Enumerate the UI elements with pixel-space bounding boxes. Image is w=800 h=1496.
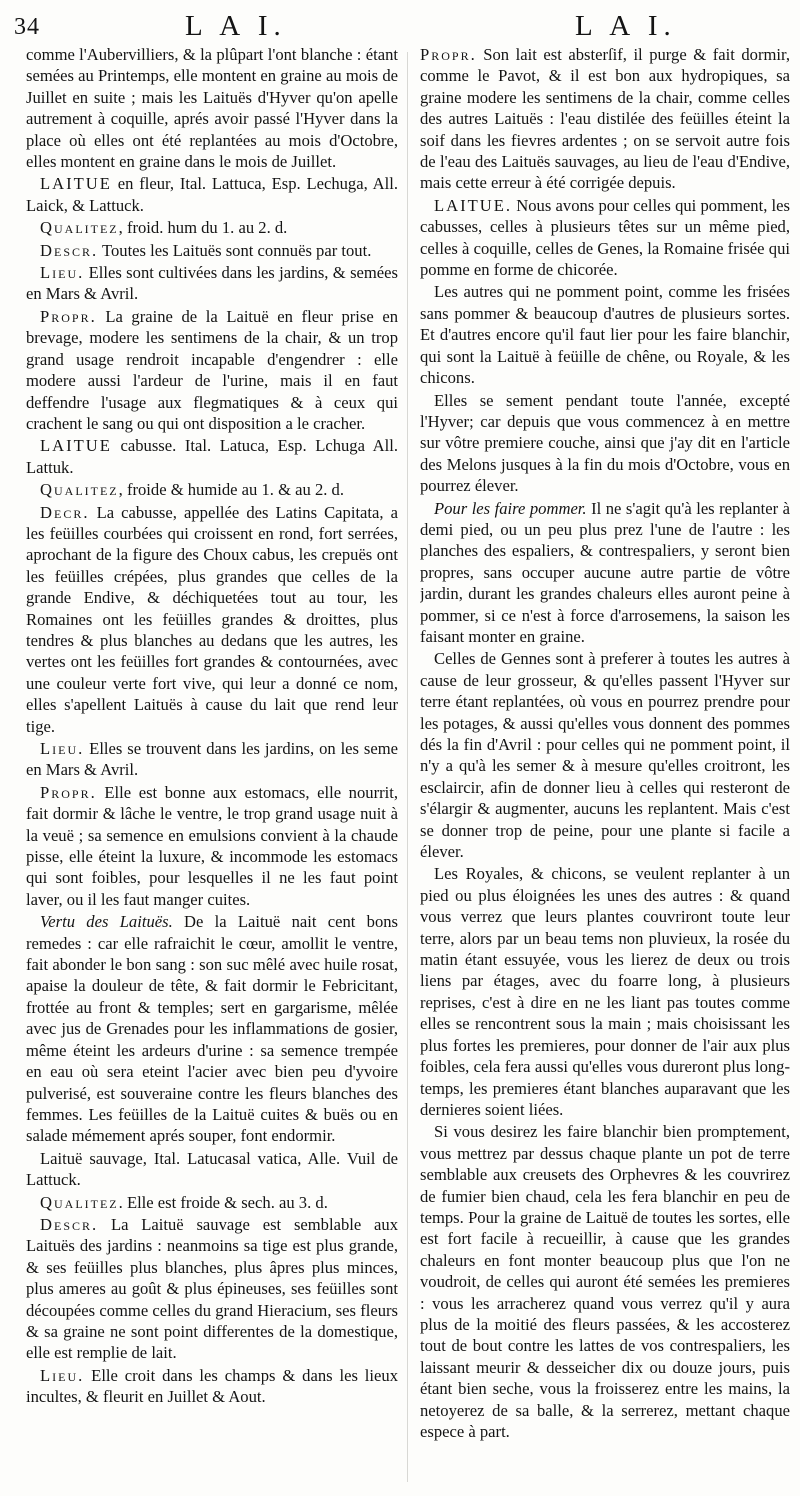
paragraph [420,390,790,497]
entry-heading: Lieu. [40,1365,85,1385]
paragraph [420,648,790,862]
paragraph [420,195,790,281]
paragraph [420,498,790,648]
paragraph [26,502,398,737]
paragraph [26,1365,398,1408]
right-column [420,44,790,1484]
paragraph [26,262,398,305]
paragraph [420,1121,790,1442]
paragraph [26,1148,398,1191]
paragraph-text: Son lait est absterſif, il purge & fait dormir, comme le Pavot, & il est bon aux hydropiques, sa graine modere les sentimens de la chair, comme celles des autres Laituës : l'eau distilée des feüilles éteint la soif dans les fievres ardentes ; on se servoit autre fois de l'eau des Laituës sauvages, au lieu de l'eau d'Endive, mais cette erreur à été corrigée depuis. [420,45,790,193]
entry-heading: LAITUE [40,436,112,456]
paragraph [420,44,790,194]
paragraph [420,863,790,1120]
paragraph-text: , froid. hum du 1. au 2. d. [118,218,288,238]
paragraph-text: Les autres qui ne pomment point, comme les frisées sans pommer & beaucoup d'autres de plusieurs sortes. Et d'autres encore qu'il faut lier pour les faire blanchir, qui sont la Laituë à feüille de chêne, ou Royale, & les chicons. [420,282,790,388]
paragraph-text: La cabusse, appellée des Latins Capitata, a les feüilles courbées qui croissent en rond, fort serrées, aprochant de la figure des Choux cabus, les crepuës ont les feüilles crépées, plus grandes que celles de la grande Endive, & déchiquetées tout au tour, les Romaines ont les feüilles grandes & droittes, plus tendres & plus blanches au dedans que les autres, les vertes ont les feüilles fort grandes & contournées, avec une couleur verte fort vive, qui leur a donné ce nom, elles s'apellent Laituës à cause du lait que rend leur tige. [26,502,398,736]
paragraph-text: De la Laituë nait cent bons remedes : car elle rafraichit le cœur, amollit le ventre, fait abonder le bon sang : son suc mêlé avec huile rosat, apaise la douleur de tête, & fait dormir le Febricitant, frottée au front & temples; sert en gargarisme, mêlée avec jus de Grenades pour les inflammations de gosier, même éteint les ardeurs d'urine : sa semence trempée en eau où sera eteint l'acier avec bien peu d'yvoire pulverisé, est souveraine contre les fleurs blanches des femmes. Les feüilles de la Laituë cuites & buës ou en salade mémement aprés souper, font endormir. [26,912,398,1146]
paragraph [26,738,398,781]
column-divider [407,52,408,1482]
entry-heading: Propr. [40,782,97,802]
paragraph [26,911,398,1146]
paragraph [26,479,398,500]
paragraph [26,44,398,172]
paragraph-text: Elles sont cultivées dans les jardins, & semées en Mars & Avril. [26,263,398,304]
paragraph-text: Elle est bonne aux estomacs, elle nourrit, fait dormir & lâche le ventre, le trop grand usage nuit à la veuë ; sa semence en emulsions convient à la chaude pisse, elle éteint la luxure, & incommode les estomacs qui sont foibles, pour lesquelles il ne les faut point laver, ou il les faut manger cuites. [26,782,398,909]
page-number: 34 [14,14,40,40]
paragraph-text: Il ne s'agit qu'à les replanter à demi pied, ou un peu plus prez l'une de l'autre : les planches des espaliers, & contrespaliers, y seront bien propres, sans occuper aucune autre partie de vôtre jardin, durant les grandes chaleurs elles auront peine à pommer, si ce n'est à force d'arrosemens, la saison les faisant monter en graine. [420,498,790,646]
paragraph [26,173,398,216]
paragraph [26,1214,398,1364]
entry-heading: Propr. [40,306,97,326]
paragraph-text: Toutes les Laituës sont connuës par tout. [98,240,372,260]
paragraph-text: , froide & humide au 1. & au 2. d. [118,480,344,500]
paragraph [26,217,398,238]
paragraph-text: La Laituë sauvage est semblable aux Laituës des jardins : neanmoins sa tige est plus grande, & ses feüilles plus blanches, plus âpres plus minces, plus ameres au goût & plus épineuses, ses feüilles sont découpées comme celles du grand Hieracium, ses fleurs & sa graine ne sont point differentes de la domestique, elle est remplie de lait. [26,1214,398,1363]
entry-heading: Qualitez [40,480,119,500]
paragraph [26,782,398,910]
paragraph-text: comme l'Aubervilliers, & la plûpart l'ont blanche : étant semées au Printemps, elle montent en graine au mois de Juillet en suite ; mais les Laituës d'Hyver qu'on apelle autrement à coquille, aprés avoir passé l'Hyver dans la place où elles ont été replantées au mois d'Octobre, elles montent en graine dans le mois de Juillet. [26,45,398,172]
running-head-right: L A I. [575,10,677,42]
paragraph-text: en fleur, Ital. Lattuca, Esp. Lechuga, All. Laick, & Lattuck. [26,174,398,215]
left-column [26,44,398,1484]
paragraph-text: Si vous desirez les faire blanchir bien promptement, vous mettrez par dessus chaque plante un pot de terre semblable aux creusets des Orphevres & les couvrirez de fumier bien chaud, cela les fera blanchir en peu de temps. Pour la graine de Laituë de toutes les sortes, elle est fort facile à recueillir, à cause que les grandes chaleurs en font monter beaucoup plus que l'on ne voudroit, de celles qui auront été semées les premieres : vous les arracherez quand vous verrez qu'il y aura plus de la moitié des fleurs passées, & les accosterez tout de bout contre les lattes de vos contrespaliers, les laissant meurir & desseicher dix ou douze jours, puis étant bien seche, vous la froisserez entre les mains, la netoyerez de sa balle, & la serrerez, mettant chaque espece à part. [420,1122,790,1441]
entry-heading: Lieu. [40,739,85,758]
page-header [0,10,800,46]
italic-heading: Pour les faire pommer. [434,498,587,518]
entry-heading: Decr. [40,502,90,522]
entry-heading: Descr. [40,1214,99,1234]
paragraph-text: Celles de Gennes sont à preferer à toutes les autres à cause de leur grosseur, & qu'elles passent l'Hyver sur terre étant replantées, où vous en pourrez prendre pour les potages, & aussi qu'elles vous donnent des pommes dés la fin d'Avril : pour celles qui ne pomment point, il n'y a qu'à les semer & à mesure qu'elles croitront, les esclaircir, afin de donner lieu à celles qui resteront de s'élargir & augmenter, aucuns les replantent. Mais c'est se donner trop de peine, pour une plante si facile a élever. [420,649,790,862]
paragraph-text: Elles se sement pendant toute l'année, excepté l'Hyver; car depuis que vous commencez à en mettre sur vôtre premiere couche, ainsi que j'ay dit en l'article des Melons jusques à la fin du mois d'Octobre, vous en pourrez élever. [420,390,790,496]
paragraph [420,281,790,388]
entry-heading: LAITUE [40,174,112,194]
running-head-left: L A I. [185,10,287,42]
entry-heading: Propr. [420,45,477,64]
paragraph [26,1192,398,1213]
entry-heading: LAITUE. [434,195,513,215]
entry-heading: Lieu. [40,263,85,283]
paragraph-text: Elles se trouvent dans les jardins, on les seme en Mars & Avril. [26,739,398,780]
paragraph [26,306,398,434]
paragraph-text: . Elle est froide & sech. au 3. d. [118,1192,328,1212]
entry-heading: Descr. [40,240,99,260]
paragraph-text: Elle croit dans les champs & dans les lieux incultes, & fleurit en Juillet & Aout. [26,1365,398,1407]
entry-heading: Qualitez [40,218,119,238]
paragraph-text: Nous avons pour celles qui pomment, les cabusses, celles à plusieurs têtes sur un même pied, celles à coquille, celles de Genes, la Romaine frisée qui pomme en forme de chicorée. [420,195,790,280]
paragraph [26,435,398,478]
paragraph [26,240,398,261]
entry-heading: Qualitez [40,1192,119,1212]
paragraph-text: La graine de la Laituë en fleur prise en brevage, modere les sentimens de la chair, & un trop grand usage rendroit incapable d'engendrer : elle modere aussi l'ardeur de l'urine, mais il en faut deffendre l'usage aux flegmatiques & à ceux qui crachent le sang ou qui ont disposition a le cracher. [26,306,398,433]
paragraph-text: Laituë sauvage, Ital. Latucasal vatica, Alle. Vuil de Lattuck. [26,1148,398,1190]
paragraph-text: Les Royales, & chicons, se veulent replanter à un pied ou plus éloignées les unes des autres : & quand vous verrez que leurs plantes couvriront toute leur terre, alors par un beau tems non pluvieux, la rosée du matin étant essuyée, vous les lierez de deux ou trois liens par étages, avec du foarre long, à plusieurs reprises, c'est à dire en ne les liant pas toutes comme elles se rencontrent sous la main ; mais choisissant les plus fortes les premieres, pour donner de l'air aux plus foibles, cela fera aussi qu'elles vous dureront plus long-temps, les premieres étant blanches auparavant que les dernieres soient liées. [420,864,790,1119]
paragraph-text: cabusse. Ital. Latuca, Esp. Lchuga All. Lattuk. [26,436,398,477]
italic-heading: Vertu des Laituës. [40,912,173,932]
